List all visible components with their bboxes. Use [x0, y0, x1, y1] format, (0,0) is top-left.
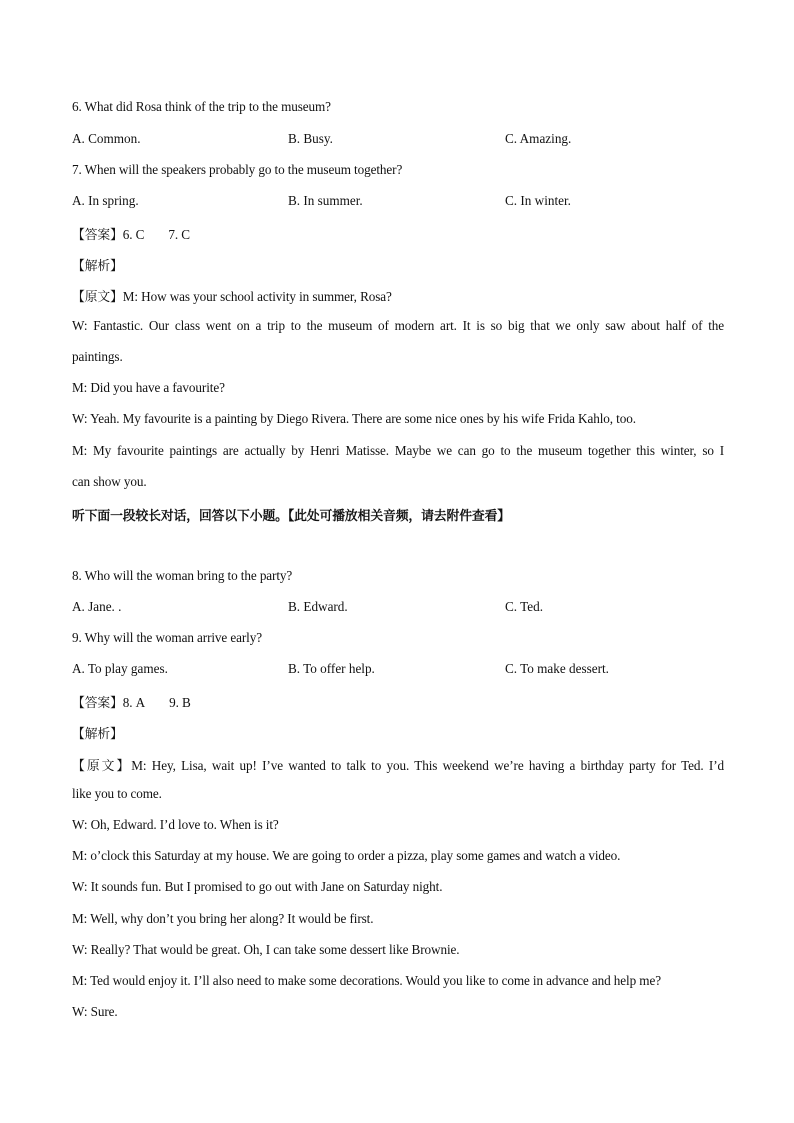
transcript-1-text-1: M: How was your school activity in summer, Rosa?: [122, 289, 392, 304]
question-6-stem: 6. What did Rosa think of the trip to the museum?: [72, 99, 331, 114]
q9-option-a: A. To play games.: [72, 661, 168, 676]
question-8-stem: 8. Who will the woman bring to the party?: [72, 568, 293, 583]
q6-option-a: A. Common.: [72, 131, 141, 146]
transcript-1-line-5b: can show you.: [72, 474, 147, 489]
q9-option-b: B. To offer help.: [288, 661, 375, 676]
transcript-1-line-4: W: Yeah. My favourite is a painting by Diego Rivera. There are some nice ones by his wife Frida Kahlo, too.: [72, 411, 636, 426]
question-7-stem: 7. When will the speakers probably go to the museum together?: [72, 162, 403, 177]
listening-instruction: 听下面一段较长对话，回答以下小题。【此处可播放相关音频，请去附件查看】: [72, 509, 510, 524]
transcript-1-line-2a: W: Fantastic. Our class went on a trip to the museum of modern art. It is so big that we only saw about half of the: [72, 318, 724, 333]
question-6-options: [72, 131, 732, 149]
q8-option-a: A. Jane. .: [72, 599, 122, 614]
q7-option-b: B. In summer.: [288, 193, 363, 208]
transcript-2-line-8: W: Sure.: [72, 1004, 118, 1019]
answer-8: 8. A: [122, 695, 146, 710]
transcript-label: 【原文】: [72, 759, 132, 774]
analysis-label-2: 【解析】: [72, 727, 123, 742]
transcript-1-line-1: [72, 286, 392, 305]
transcript-2-line-2: W: Oh, Edward. I’d love to. When is it?: [72, 817, 279, 832]
transcript-2-line-4: W: It sounds fun. But I promised to go out with Jane on Saturday night.: [72, 879, 443, 894]
answer-7: 7. C: [168, 227, 190, 242]
question-8-options: [72, 599, 732, 617]
question-9-stem: 9. Why will the woman arrive early?: [72, 630, 262, 645]
transcript-1-line-2b: paintings.: [72, 349, 123, 364]
transcript-label: 【原文】: [72, 290, 123, 305]
answer-6-7: [72, 224, 190, 243]
q6-option-c: C. Amazing.: [505, 131, 572, 146]
q7-option-a: A. In spring.: [72, 193, 139, 208]
transcript-2-text-1a: M: Hey, Lisa, wait up! I’ve wanted to talk to you. This weekend we’re having a birthday party for Ted. I’d: [131, 758, 724, 773]
transcript-2-line-1a: [72, 755, 724, 774]
analysis-label-1: 【解析】: [72, 259, 123, 274]
q8-option-b: B. Edward.: [288, 599, 348, 614]
transcript-1-line-5a: M: My favourite paintings are actually by Henri Matisse. Maybe we can go to the museum together this winter, so I: [72, 443, 724, 458]
answer-9: 9. B: [169, 695, 191, 710]
transcript-2-line-3: M: o’clock this Saturday at my house. We are going to order a pizza, play some games and watch a video.: [72, 848, 621, 863]
question-9-options: [72, 661, 732, 679]
q7-option-c: C. In winter.: [505, 193, 571, 208]
transcript-2-line-7: M: Ted would enjoy it. I’ll also need to make some decorations. Would you like to come in advance and help me?: [72, 973, 661, 988]
q9-option-c: C. To make dessert.: [505, 661, 609, 676]
question-7-options: [72, 193, 732, 211]
answer-label: 【答案】: [72, 228, 123, 243]
answer-8-9: [72, 692, 191, 711]
transcript-1-line-3: M: Did you have a favourite?: [72, 380, 225, 395]
transcript-2-line-6: W: Really? That would be great. Oh, I can take some dessert like Brownie.: [72, 942, 460, 957]
answer-6: 6. C: [122, 227, 145, 242]
transcript-2-line-5: M: Well, why don’t you bring her along? It would be first.: [72, 911, 374, 926]
transcript-2-line-1b: like you to come.: [72, 786, 162, 801]
q8-option-c: C. Ted.: [505, 599, 544, 614]
answer-label: 【答案】: [72, 696, 123, 711]
q6-option-b: B. Busy.: [288, 131, 333, 146]
